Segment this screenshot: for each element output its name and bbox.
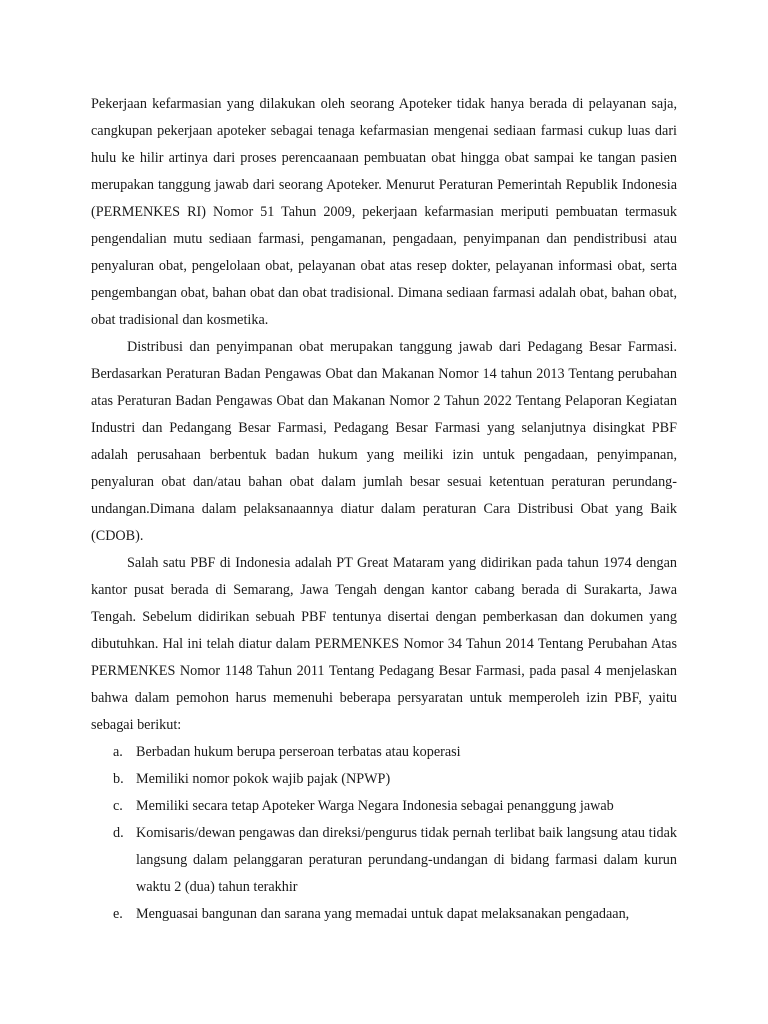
requirements-list [91,739,677,928]
list-item-text: Memiliki secara tetap Apoteker Warga Negara Indonesia sebagai penanggung jawab [136,798,614,814]
list-item-text: Memiliki nomor pokok wajib pajak (NPWP) [136,771,391,787]
list-marker: a. [113,744,123,760]
list-item [91,793,677,820]
list-marker: c. [113,798,123,814]
list-item [91,766,677,793]
list-marker: d. [113,825,124,841]
list-item-text: Komisaris/dewan pengawas dan direksi/pengurus tidak pernah terlibat baik langsung atau tidak langsung dalam pelanggaran peraturan perundang-undangan di bidang farmasi dalam kurun waktu 2 (dua) tahun terakhir [136,825,677,895]
list-item [91,739,677,766]
paragraph-distribution: Distribusi dan penyimpanan obat merupakan tanggung jawab dari Pedagang Besar Farmasi. Berdasarkan Peraturan Badan Pengawas Obat dan Makanan Nomor 14 tahun 2013 Tentang perubahan atas Peraturan Badan Pengawas Obat dan Makanan Nomor 2 Tahun 2022 Tentang Pelaporan Kegiatan Industri dan Pedangang Besar Farmasi, Pedagang Besar Farmasi yang selanjutnya disingkat PBF adalah perusahaan berbentuk badan hukum yang meiliki izin untuk pengadaan, penyimpanan, penyaluran obat dan/atau bahan obat dalam jumlah besar sesuai ketentuan peraturan perundang-undangan.Dimana dalam pelaksanaannya diatur dalam peraturan Cara Distribusi Obat yang Baik (CDOB). [91,339,677,544]
list-item [91,820,677,901]
paragraph-pbf-requirements: Salah satu PBF di Indonesia adalah PT Great Mataram yang didirikan pada tahun 1974 dengan kantor pusat berada di Semarang, Jawa Tengah dengan kantor cabang berada di Surakarta, Jawa Tengah. Sebelum didirikan sebuah PBF tentunya disertai dengan pemberkasan dan dokumen yang dibutuhkan. Hal ini telah diatur dalam PERMENKES Nomor 34 Tahun 2014 Tentang Perubahan Atas PERMENKES Nomor 1148 Tahun 2011 Tentang Pedagang Besar Farmasi, pada pasal 4 menjelaskan bahwa dalam pemohon harus memenuhi beberapa persyaratan untuk memperoleh izin PBF, yaitu sebagai berikut: [91,555,677,733]
document-page [91,91,677,928]
list-item [91,901,677,928]
list-item-text: Menguasai bangunan dan sarana yang memadai untuk dapat melaksanakan pengadaan, [136,906,630,922]
list-item-text: Berbadan hukum berupa perseroan terbatas atau koperasi [136,744,461,760]
paragraph-intro: Pekerjaan kefarmasian yang dilakukan oleh seorang Apoteker tidak hanya berada di pelayanan saja, cangkupan pekerjaan apoteker sebagai tenaga kefarmasian mengenai sediaan farmasi cukup luas dari hulu ke hilir artinya dari proses perencaanaan pembuatan obat hingga obat sampai ke tangan pasien merupakan tanggung jawab dari seorang Apoteker. Menurut Peraturan Pemerintah Republik Indonesia (PERMENKES RI) Nomor 51 Tahun 2009, pekerjaan kefarmasian meriputi pembuatan termasuk pengendalian mutu sediaan farmasi, pengamanan, pengadaan, penyimpanan dan pendistribusi atau penyaluran obat, pengelolaan obat, pelayanan obat atas resep dokter, pelayanan informasi obat, serta pengembangan obat, bahan obat dan obat tradisional. Dimana sediaan farmasi adalah obat, bahan obat, obat tradisional dan kosmetika. [91,96,677,328]
list-marker: b. [113,771,124,787]
list-marker: e. [113,906,123,922]
